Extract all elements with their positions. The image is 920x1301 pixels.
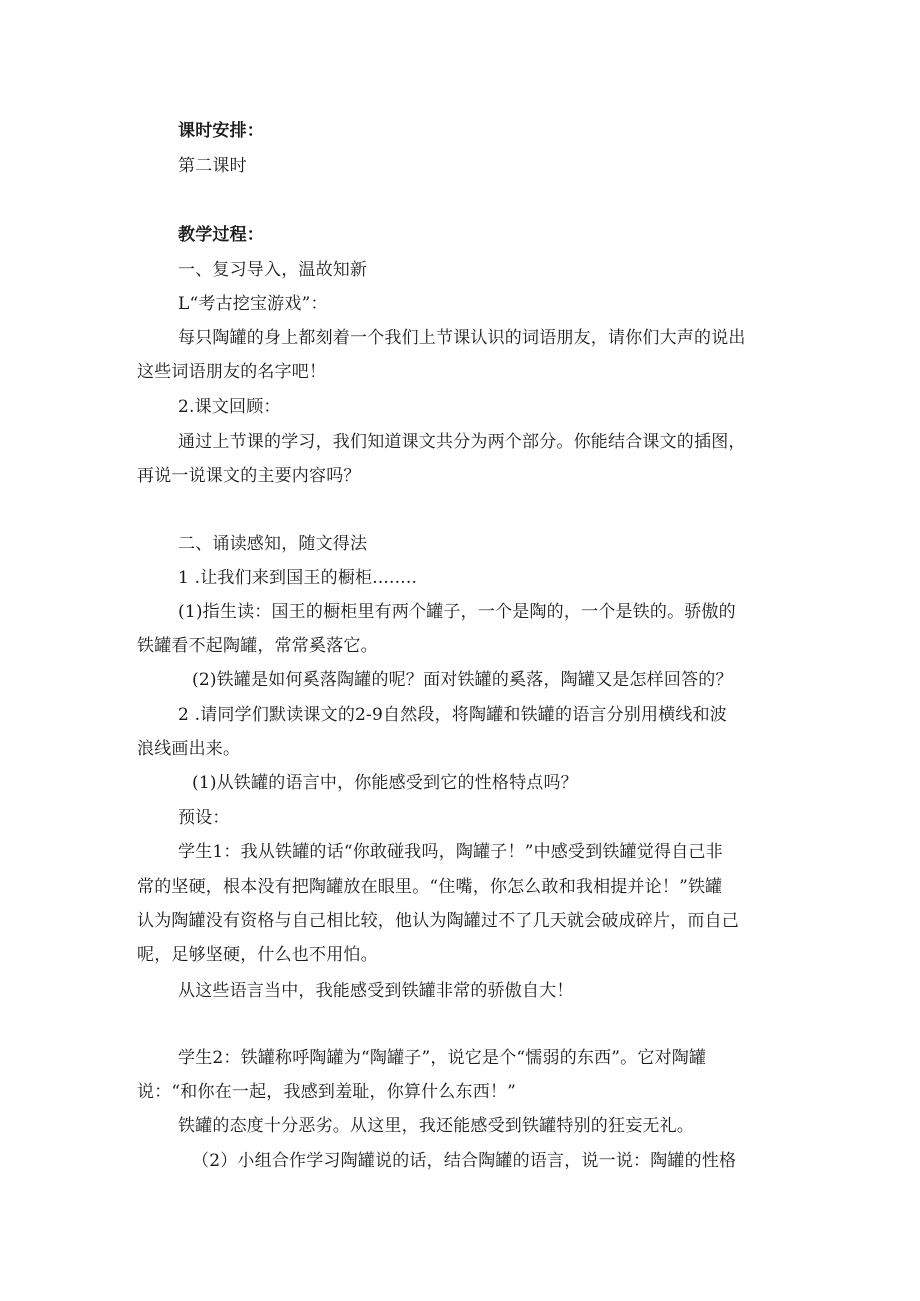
student1-answer-cont2: 认为陶罐没有资格与自己相比较，他认为陶罐过不了几天就会破成碎片，而自己 (137, 911, 739, 931)
schedule-heading: 课时安排： (178, 121, 264, 141)
conclusion-1: 从这些语言当中，我能感受到铁罐非常的骄傲自大！ (178, 981, 574, 1001)
student1-answer-cont3: 呢，足够坚硬，什么也不用怕。 (137, 945, 378, 965)
section1-item1-text: 每只陶罐的身上都刻着一个我们上节课认识的词语朋友，请你们大声的说出 (178, 328, 746, 348)
section2-item2-sub1: (1)从铁罐的语言中，你能感受到它的性格特点吗？ (192, 773, 578, 793)
section2-item1-sub1-cont: 铁罐看不起陶罐，常常奚落它。 (137, 636, 378, 656)
preset-label: 预设： (178, 808, 230, 828)
section2-item2-sub2: （2）小组合作学习陶罐说的话，结合陶罐的语言，说一说：陶罐的性格 (192, 1151, 737, 1171)
section2-item1: 1 .让我们来到国王的橱柜........ (178, 568, 418, 588)
section2-item2: 2 .请同学们默读课文的2-9自然段，将陶罐和铁罐的语言分别用横线和波 (178, 705, 727, 725)
section1-title: 一、复习导入，温故知新 (178, 260, 368, 280)
section2-item2-cont: 浪线画出来。 (137, 739, 241, 759)
process-heading: 教学过程： (178, 225, 264, 245)
section2-title: 二、诵读感知，随文得法 (178, 534, 368, 554)
section1-item1-text-cont: 这些词语朋友的名字吧！ (137, 362, 327, 382)
section2-item1-sub2: (2)铁罐是如何奚落陶罐的呢？面对铁罐的奚落，陶罐又是怎样回答的？ (192, 670, 733, 690)
section1-item1-title: L“考古挖宝游戏”： (178, 294, 328, 314)
section1-item2-text-cont: 再说一说课文的主要内容吗？ (137, 466, 361, 486)
conclusion-2: 铁罐的态度十分恶劣。从这里，我还能感受到铁罐特别的狂妄无礼。 (178, 1116, 694, 1136)
student2-answer-cont: 说：“和你在一起，我感到羞耻，你算什么东西！” (137, 1082, 516, 1102)
student1-answer: 学生1：我从铁罐的话“你敢碰我吗，陶罐子！”中感受到铁罐觉得自己非 (178, 842, 723, 862)
schedule-value: 第二课时 (178, 156, 247, 176)
section1-item2-text: 通过上节课的学习，我们知道课文共分为两个部分。你能结合课文的插图， (178, 432, 746, 452)
section2-item1-sub1: (1)指生读：国王的橱柜里有两个罐子，一个是陶的，一个是铁的。骄傲的 (178, 602, 736, 622)
student1-answer-cont1: 常的坚硬，根本没有把陶罐放在眼里。“住嘴，你怎么敢和我相提并论！”铁罐 (137, 877, 723, 897)
student2-answer: 学生2：铁罐称呼陶罐为“陶罐子”，说它是个“懦弱的东西”。它对陶罐 (178, 1048, 707, 1068)
section1-item2-title: 2.课文回顾： (178, 397, 281, 417)
